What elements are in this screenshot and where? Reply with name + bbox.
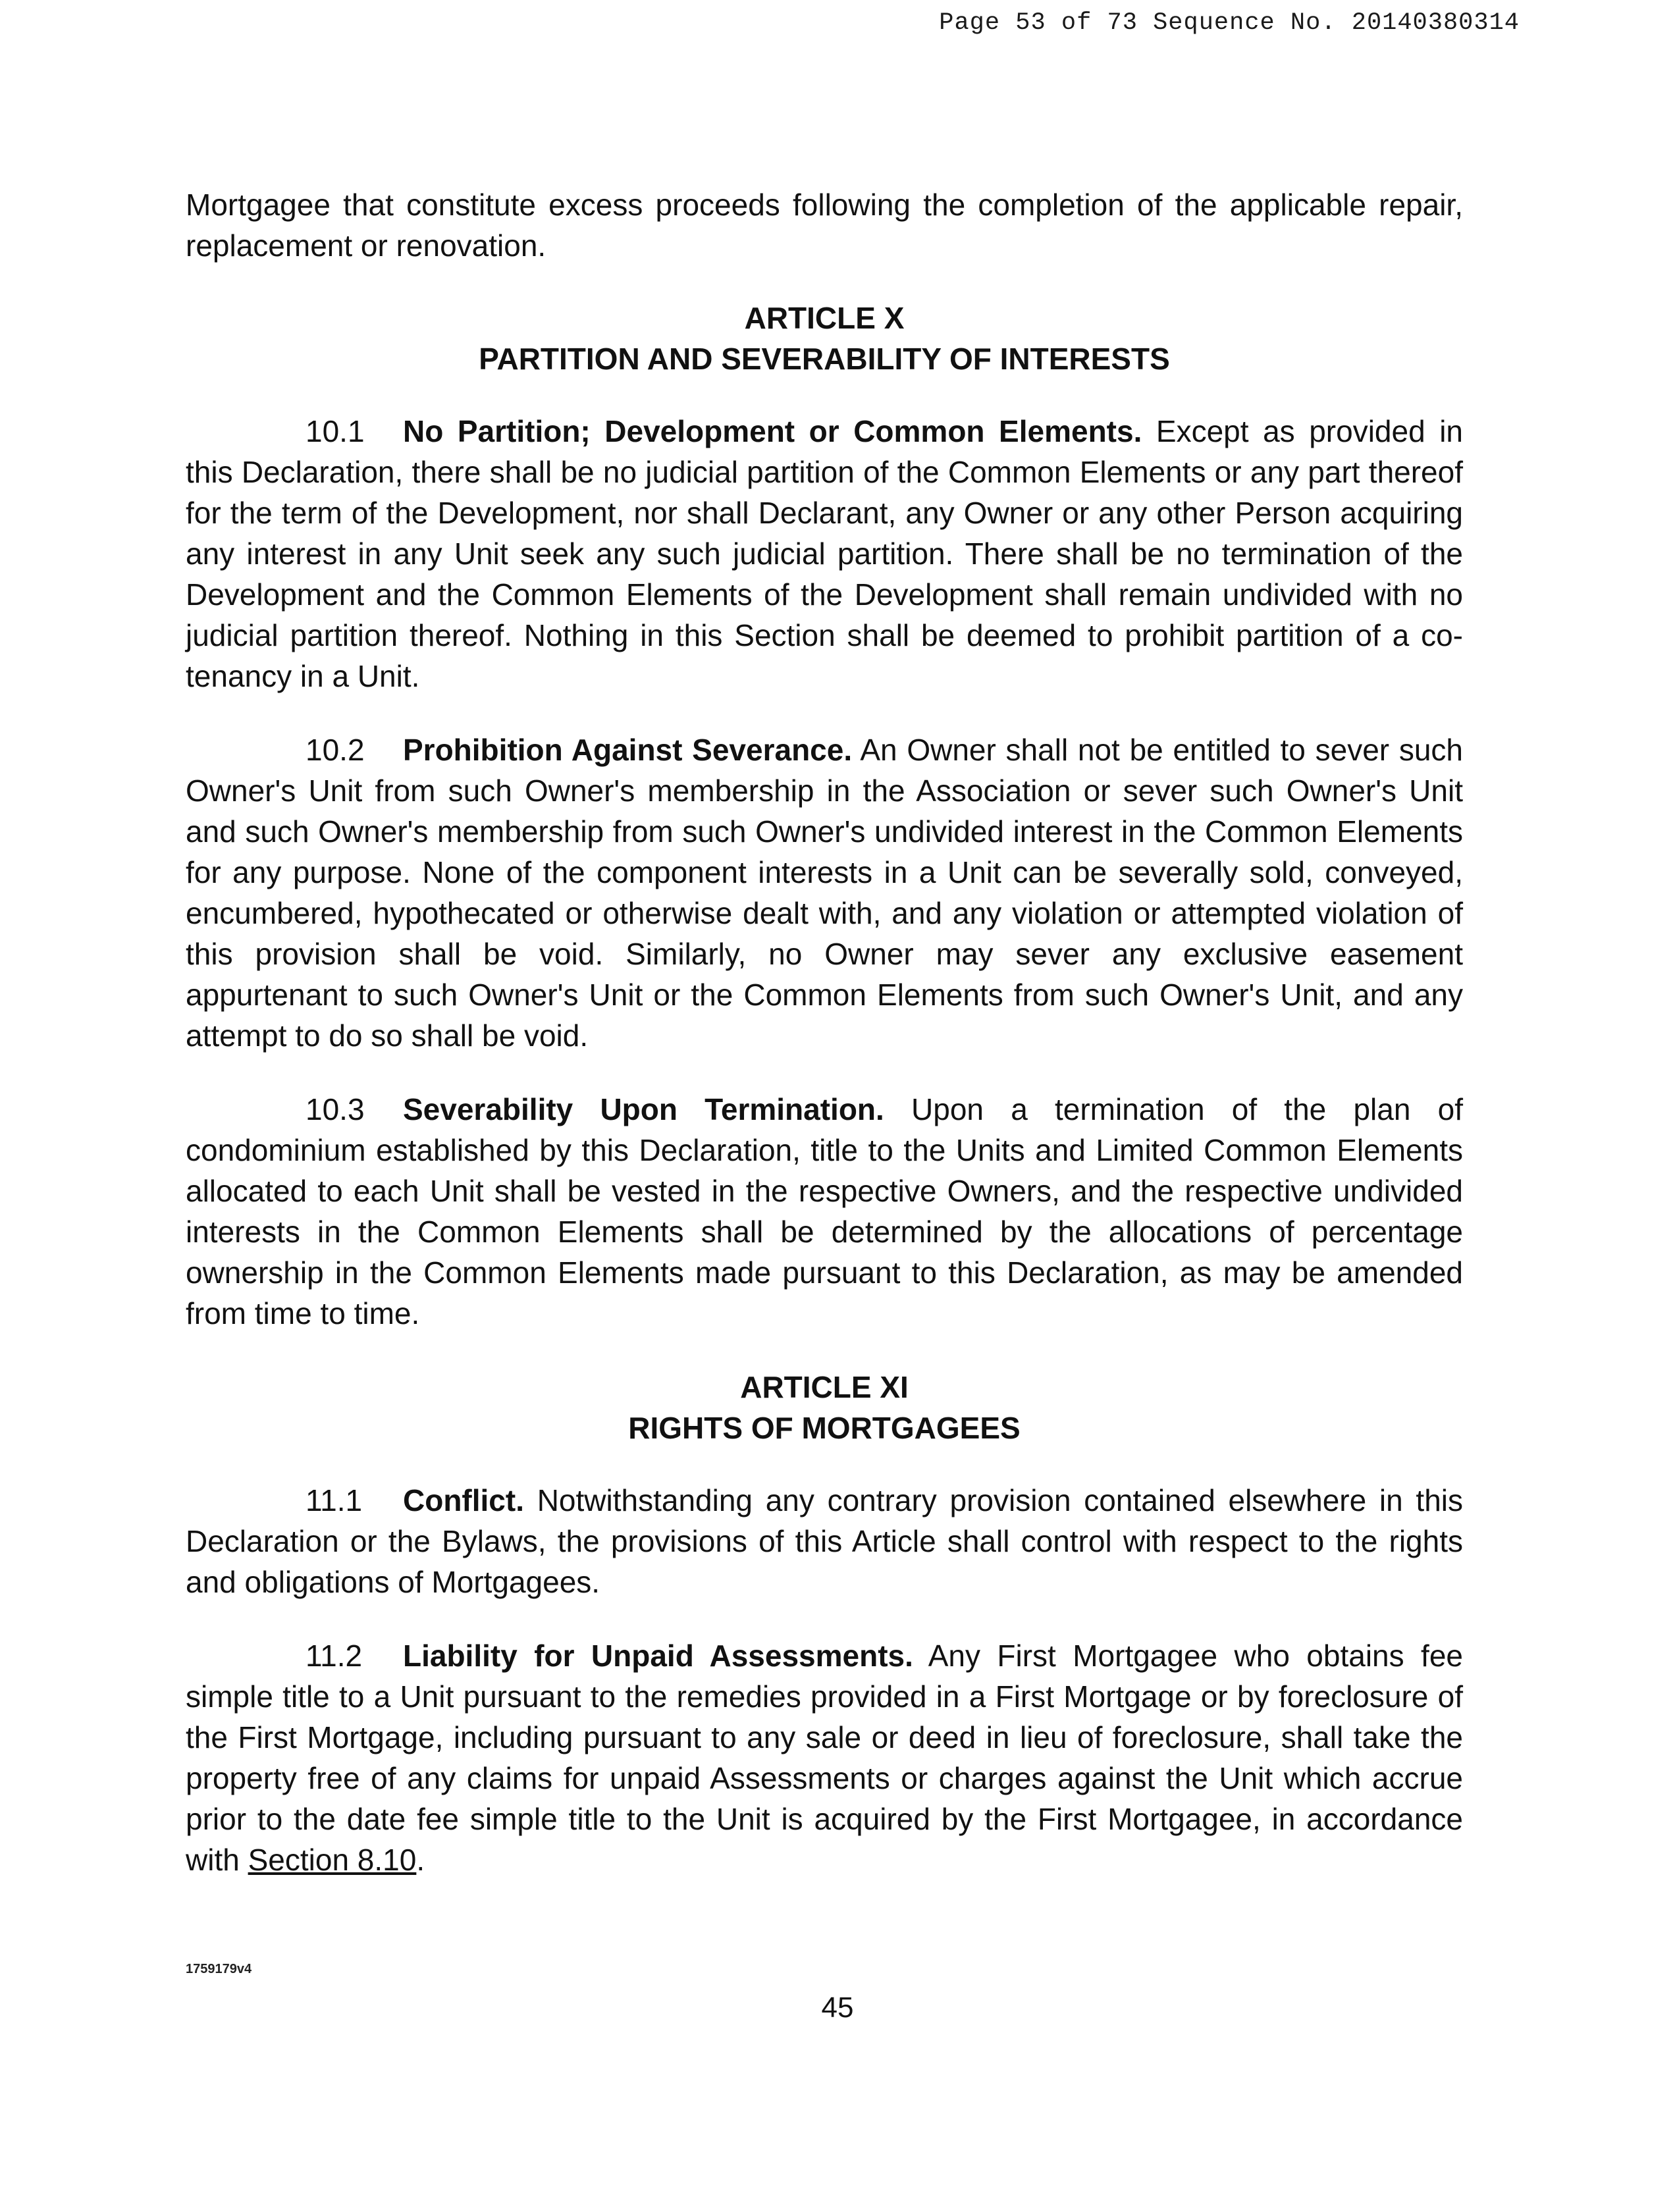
section-heading: No Partition; Development or Common Elements. <box>403 414 1142 448</box>
section-11-2 <box>186 1635 1463 1880</box>
section-body: Upon a termination of the plan of condominium established by this Declaration, title to the Units and Limited Common Elements allocated to each Unit shall be vested in the respective Owners, and the respective undivided interests in the Common Elements shall be determined by the allocations of percentage ownership in the Common Elements made pursuant to this Declaration, as may be amended from time to time. <box>186 1092 1463 1330</box>
section-number: 10.3 <box>306 1092 365 1126</box>
document-body <box>186 184 1463 1913</box>
section-heading: Conflict. <box>403 1483 524 1517</box>
article-x-title: PARTITION AND SEVERABILITY OF INTERESTS <box>479 342 1170 376</box>
section-number: 10.1 <box>306 414 365 448</box>
section-body: Except as provided in this Declaration, there shall be no judicial partition of the Common Elements or any part thereof for the term of the Development, nor shall Declarant, any Owner or any other Person acquiring any interest in any Unit seek any such judicial partition. There shall be no termination of the Development and the Common Elements of the Development shall remain undivided with no judicial partition thereof. Nothing in this Section shall be deemed to prohibit partition of a co-tenancy in a Unit. <box>186 414 1464 693</box>
section-10-1 <box>186 411 1463 697</box>
section-trailing: . <box>416 1843 425 1877</box>
intro-paragraph: Mortgagee that constitute excess proceeds following the completion of the applicable repair, replacement or renovation. <box>186 188 1463 263</box>
document-id: 1759179v4 <box>186 1962 252 1976</box>
section-11-1 <box>186 1480 1463 1602</box>
article-xi-label: ARTICLE XI <box>740 1370 909 1404</box>
section-number: 10.2 <box>306 733 365 767</box>
page-header: Page 53 of 73 Sequence No. 20140380314 <box>939 9 1520 37</box>
section-heading: Severability Upon Termination. <box>403 1092 884 1126</box>
section-body: Notwithstanding any contrary provision contained elsewhere in this Declaration or the Bylaws, the provisions of this Article shall control with respect to the rights and obligations of Mortgagees. <box>186 1483 1463 1599</box>
section-number: 11.1 <box>306 1483 363 1517</box>
article-x-heading <box>186 298 1463 379</box>
section-10-3 <box>186 1089 1463 1334</box>
section-10-2 <box>186 729 1463 1056</box>
section-reference-link: Section 8.10 <box>248 1843 417 1877</box>
article-xi-heading <box>186 1367 1463 1448</box>
section-number: 11.2 <box>306 1639 363 1673</box>
section-heading: Prohibition Against Severance. <box>403 733 853 767</box>
section-body: Any First Mortgagee who obtains fee simple title to a Unit pursuant to the remedies provided in a First Mortgage or by foreclosure of the First Mortgage, including pursuant to any sale or deed in lieu of foreclosure, shall take the property free of any claims for unpaid Assessments or charges against the Unit which accrue prior to the date fee simple title to the Unit is acquired by the First Mortgagee, in accordance with <box>186 1639 1463 1877</box>
article-x-label: ARTICLE X <box>744 301 905 335</box>
section-body: An Owner shall not be entitled to sever such Owner's Unit from such Owner's membership in the Association or sever such Owner's Unit and such Owner's membership from such Owner's undivided interest in the Common Elements for any purpose. None of the component interests in a Unit can be severally sold, conveyed, encumbered, hypothecated or otherwise dealt with, and any violation or attempted violation of this provision shall be void. Similarly, no Owner may sever any exclusive easement appurtenant to such Owner's Unit or the Common Elements from such Owner's Unit, and any attempt to do so shall be void. <box>186 733 1464 1053</box>
section-heading: Liability for Unpaid Assessments. <box>403 1639 913 1673</box>
page-number: 45 <box>821 1991 854 2024</box>
article-xi-title: RIGHTS OF MORTGAGEES <box>628 1411 1021 1445</box>
